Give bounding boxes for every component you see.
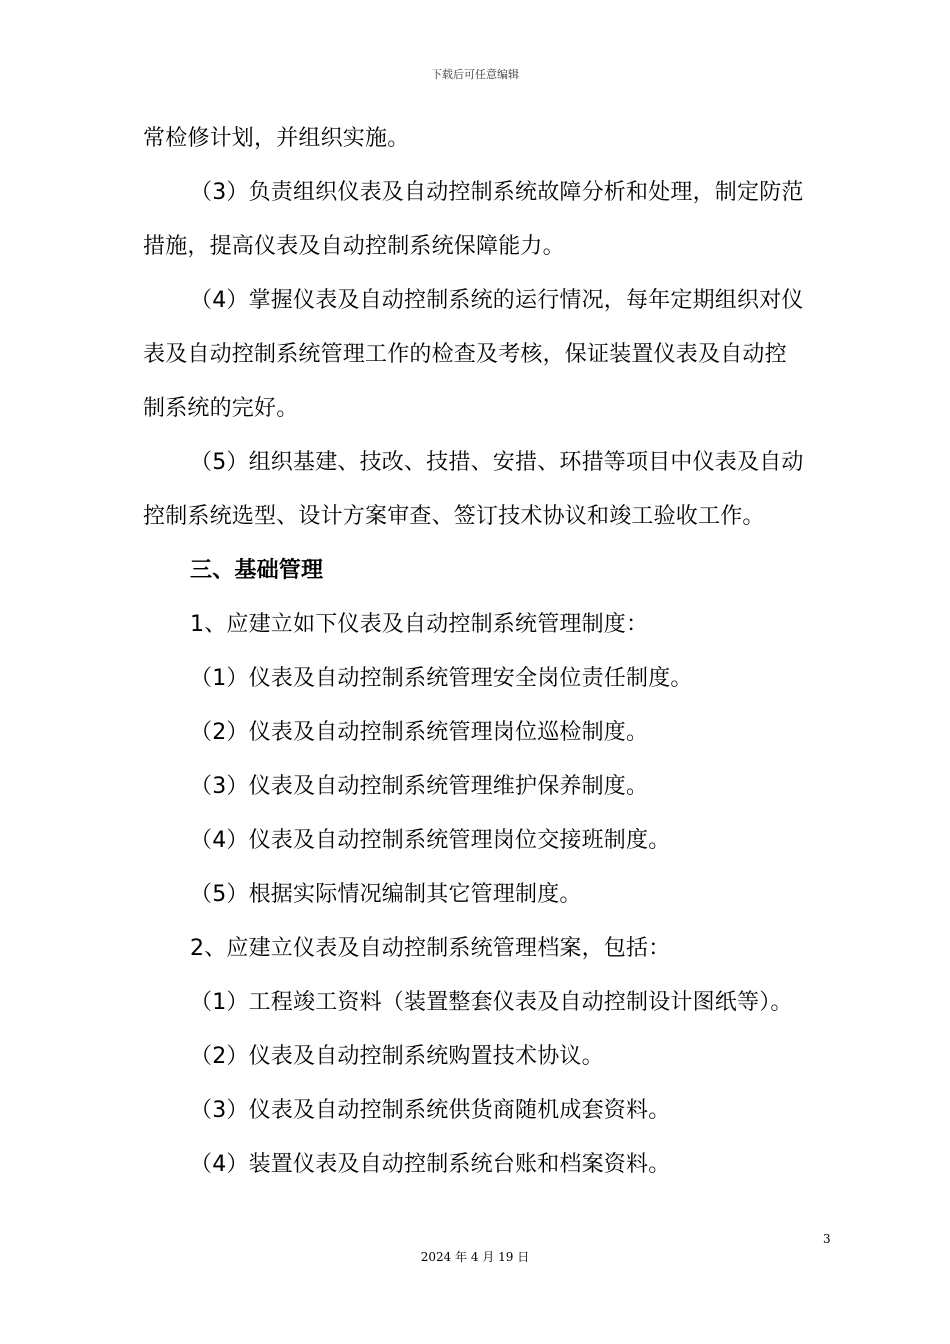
list-item: （4）仪表及自动控制系统管理岗位交接班制度。 (190, 828, 671, 853)
page-number: 3 (823, 1232, 831, 1246)
paragraph-line: （4）掌握仪表及自动控制系统的运行情况，每年定期组织对仪 (190, 288, 804, 313)
list-item: （3）仪表及自动控制系统供货商随机成套资料。 (190, 1098, 671, 1123)
footer-date: 2024 年 4 月 19 日 (420, 1250, 530, 1264)
paragraph-line: （5）组织基建、技改、技措、安措、环措等项目中仪表及自动 (190, 450, 804, 475)
page-header: 下载后可任意编辑 (431, 68, 519, 81)
list-item: （1）仪表及自动控制系统管理安全岗位责任制度。 (190, 666, 693, 691)
section-heading: 三、基础管理 (190, 558, 324, 583)
paragraph-line: 措施，提高仪表及自动控制系统保障能力。 (143, 234, 565, 259)
paragraph-line: 制系统的完好。 (143, 396, 299, 421)
paragraph-line: 常检修计划，并组织实施。 (143, 126, 410, 151)
list-intro: 2、应建立仪表及自动控制系统管理档案，包括： (190, 936, 671, 961)
list-item: （1）工程竣工资料（装置整套仪表及自动控制设计图纸等）。 (190, 990, 793, 1015)
list-intro: 1、应建立如下仪表及自动控制系统管理制度： (190, 612, 649, 637)
list-item: （3）仪表及自动控制系统管理维护保养制度。 (190, 774, 649, 799)
paragraph-line: 表及自动控制系统管理工作的检查及考核，保证装置仪表及自动控 (143, 342, 787, 367)
paragraph-line: （3）负责组织仪表及自动控制系统故障分析和处理，制定防范 (190, 180, 804, 205)
list-item: （4）装置仪表及自动控制系统台账和档案资料。 (190, 1152, 671, 1177)
list-item: （5）根据实际情况编制其它管理制度。 (190, 882, 582, 907)
paragraph-line: 控制系统选型、设计方案审查、签订技术协议和竣工验收工作。 (143, 504, 765, 529)
list-item: （2）仪表及自动控制系统购置技术协议。 (190, 1044, 604, 1069)
list-item: （2）仪表及自动控制系统管理岗位巡检制度。 (190, 720, 649, 745)
